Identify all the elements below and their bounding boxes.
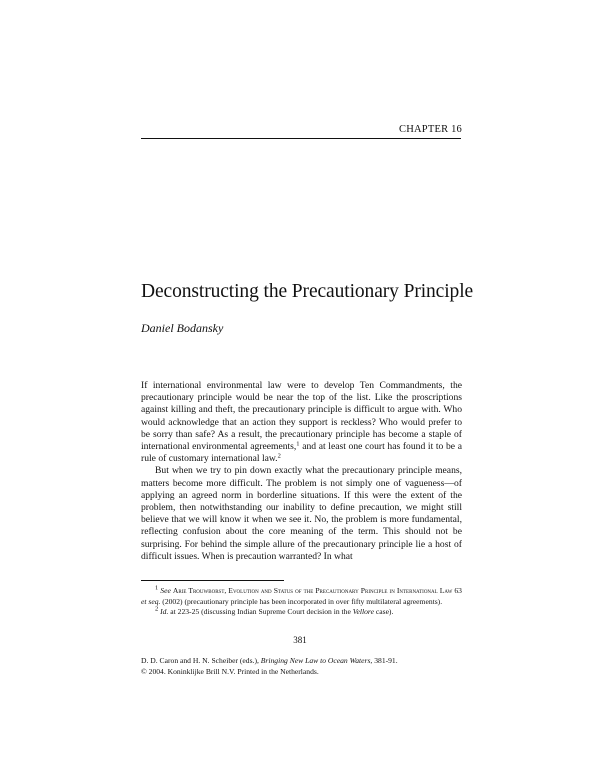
footnote-1 bbox=[141, 586, 462, 607]
footnote-2-number: 2 bbox=[155, 605, 159, 613]
footnote-1-et-seq: et seq. bbox=[141, 596, 161, 606]
footnote-2-text-b: case). bbox=[373, 607, 394, 617]
body-text bbox=[141, 380, 462, 563]
footnotes bbox=[141, 586, 462, 618]
chapter-label: CHAPTER 16 bbox=[399, 124, 462, 135]
paragraph-1 bbox=[141, 380, 462, 465]
footnote-1-pages: 63 bbox=[452, 586, 462, 595]
footnote-2-text-a: at 223-25 (discussing Indian Supreme Court decision in the bbox=[168, 607, 353, 617]
footnote-2-case: Vellore bbox=[352, 607, 374, 617]
footnote-1-number: 1 bbox=[155, 584, 159, 592]
citation-editors: D. D. Caron and H. N. Scheiber (eds.), bbox=[141, 656, 261, 665]
citation-book-title: Bringing New Law to Ocean Waters bbox=[260, 656, 371, 665]
paragraph-2: But when we try to pin down exactly what the precautionary principle means, matters become more difficult. The problem is not simply one of vagueness—of applying an agreed norm in borderline situations. If this were the extent of the problem, then notwithstanding our inability to define precaution, we might still believe that we will know it when we see it. No, the problem is more fundamental, reflecting confusion about the core meaning of the term. This should not be surprising. For behind the simple allure of the precautionary principle lie a host of difficult issues. When is precaution warranted? In what bbox=[141, 465, 462, 562]
paragraph-1-text-a: If international environmental law were to develop Ten Commandments, the precautionary principle would be near the top of the list. Like the proscriptions against killing and theft, the precautionary principle is difficult to argue with. Who would acknowledge that an action they support is reckless? Who would prefer to be sorry than safe? As a result, the precautionary principle has become a staple of international environmental agreements, bbox=[141, 380, 462, 453]
citation-copyright: © 2004. Koninklijke Brill N.V. Printed in the Netherlands. bbox=[141, 666, 319, 676]
citation-pages: , 381-91. bbox=[370, 656, 398, 665]
page-number: 381 bbox=[293, 635, 307, 645]
footnote-ref-2: 2 bbox=[277, 452, 281, 460]
chapter-rule bbox=[141, 138, 461, 139]
article-author: Daniel Bodansky bbox=[141, 321, 224, 335]
book-citation bbox=[141, 656, 471, 677]
article-title: Deconstructing the Precautionary Principle bbox=[141, 281, 474, 302]
citation-line-1 bbox=[141, 656, 471, 667]
footnote-ref-1: 1 bbox=[296, 440, 300, 448]
footnote-1-source: Arie Trouwborst, Evolution and Status of the Precautionary Principle in International Law bbox=[172, 586, 453, 595]
paragraph-1-text-b: and at least one court has found it to be a rule of customary international law. bbox=[141, 441, 462, 465]
footnote-2-id: Id. bbox=[160, 607, 169, 617]
footnote-2 bbox=[141, 607, 462, 618]
footnote-1-see: See bbox=[160, 586, 171, 595]
footnote-1-rest: (2002) (precautionary principle has been incorporated in over fifty multilateral agreements). bbox=[160, 596, 443, 606]
footnote-rule bbox=[141, 580, 284, 581]
